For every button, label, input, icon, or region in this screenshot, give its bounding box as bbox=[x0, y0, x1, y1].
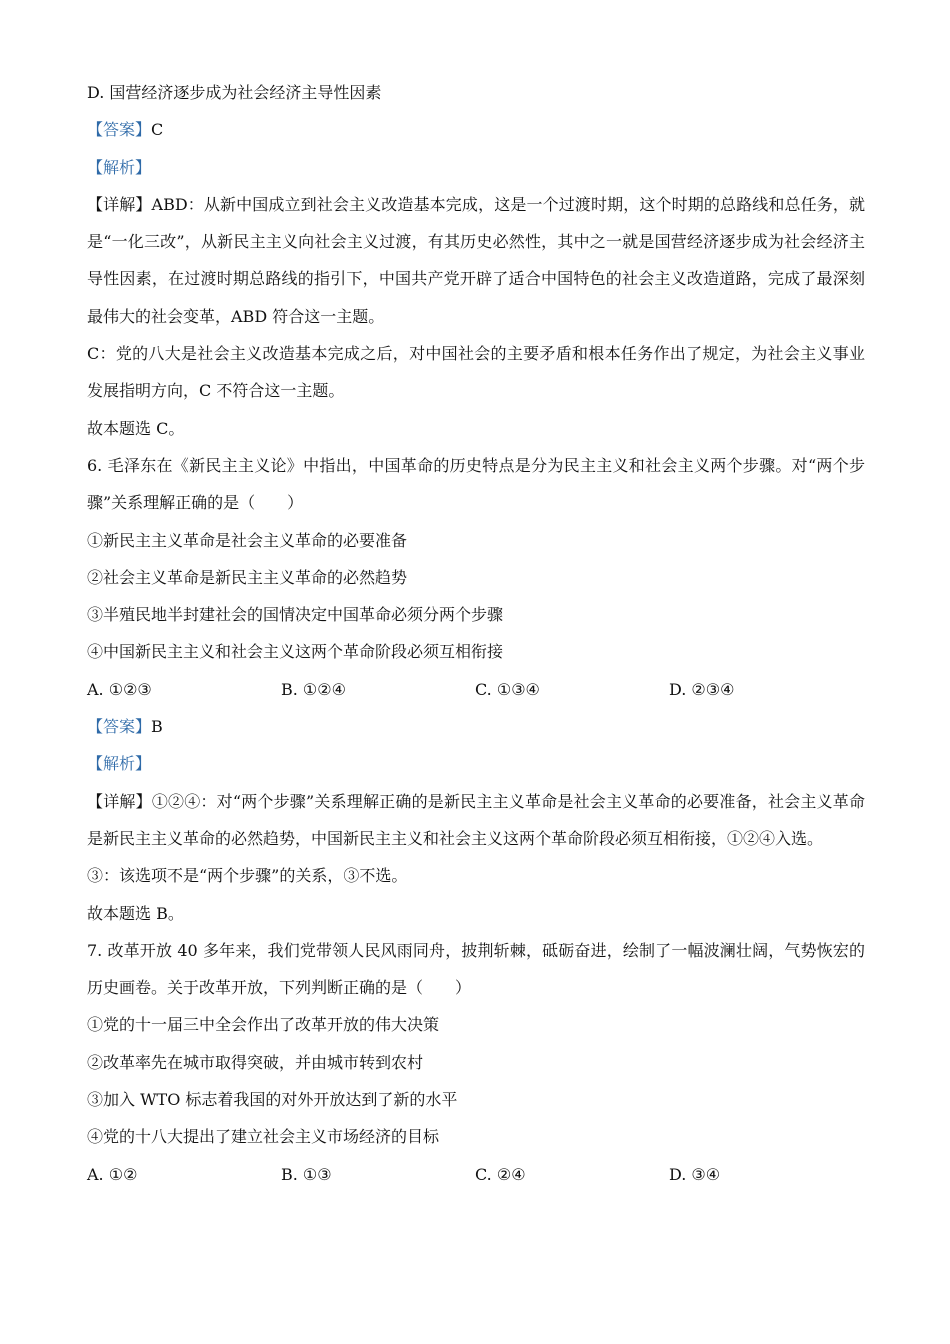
document-page bbox=[87, 74, 865, 1193]
detail-tag: 【详解】 bbox=[87, 791, 152, 811]
q7-item-2: ②改革率先在城市取得突破，并由城市转到农村 bbox=[87, 1052, 424, 1072]
answer-value: C bbox=[151, 120, 164, 140]
q6-option-b: B. ①②④ bbox=[281, 679, 346, 699]
q5-analysis-tag bbox=[87, 149, 865, 186]
answer-tag: 【答案】 bbox=[87, 120, 152, 140]
q5-option-d: D. 国营经济逐步成为社会经济主导性因素 bbox=[87, 83, 382, 102]
detail-text: ①②④：对“两个步骤”关系理解正确的是新民主主义革命是社会主义革命的必要准备，社会主义革命是新民主主义革命的必然趋势，中国新民主主义和社会主义这两个革命阶段必须互相衔接，①②④入选。 bbox=[87, 791, 865, 848]
q6-options bbox=[87, 671, 865, 708]
q7-stem: 7. 改革开放 40 多年来，我们党带领人民风雨同舟，披荆斩棘，砥砺奋进，绘制了一幅波澜壮阔，气势恢宏的历史画卷。关于改革开放，下列判断正确的是（ ） bbox=[87, 940, 865, 998]
q6-stem: 6. 毛泽东在《新民主主义论》中指出，中国革命的历史特点是分为民主主义和社会主义两个步骤。对“两个步骤”关系理解正确的是（ ） bbox=[87, 455, 865, 513]
answer-value: B bbox=[151, 717, 163, 737]
q7-option-c: C. ②④ bbox=[475, 1164, 526, 1184]
q6-answer bbox=[87, 708, 865, 745]
q7-options bbox=[87, 1156, 865, 1193]
q7-item-4: ④党的十八大提出了建立社会主义市场经济的目标 bbox=[87, 1127, 440, 1147]
q6-option-a: A. ①②③ bbox=[87, 679, 152, 699]
q6-analysis-tag bbox=[87, 745, 865, 782]
q7-item-3: ③加入 WTO 标志着我国的对外开放达到了新的水平 bbox=[87, 1090, 458, 1110]
q6-option-c: C. ①③④ bbox=[475, 679, 540, 699]
q7-item-1: ①党的十一届三中全会作出了改革开放的伟大决策 bbox=[87, 1015, 440, 1035]
q6-item-2: ②社会主义革命是新民主主义革命的必然趋势 bbox=[87, 567, 408, 587]
q5-conclusion: 故本题选 C。 bbox=[87, 418, 185, 438]
answer-tag: 【答案】 bbox=[87, 717, 152, 737]
q7-option-d: D. ③④ bbox=[669, 1164, 721, 1184]
detail-tag: 【详解】 bbox=[87, 194, 152, 214]
analysis-tag: 【解析】 bbox=[87, 754, 152, 774]
q7-option-a: A. ①② bbox=[87, 1164, 138, 1184]
q6-detail-p2: ③：该选项不是“两个步骤”的关系，③不选。 bbox=[87, 866, 408, 886]
q6-detail-p1 bbox=[87, 783, 865, 858]
q6-item-3: ③半殖民地半封建社会的国情决定中国革命必须分两个步骤 bbox=[87, 605, 504, 625]
q7-option-b: B. ①③ bbox=[281, 1164, 332, 1184]
q5-detail-p2: C：党的八大是社会主义改造基本完成之后，对中国社会的主要矛盾和根本任务作出了规定，为社会主义事业发展指明方向，C 不符合这一主题。 bbox=[87, 344, 865, 401]
analysis-tag: 【解析】 bbox=[87, 157, 152, 177]
q6-conclusion: 故本题选 B。 bbox=[87, 903, 184, 923]
q6-option-d: D. ②③④ bbox=[669, 679, 735, 699]
q6-item-1: ①新民主主义革命是社会主义革命的必要准备 bbox=[87, 530, 408, 550]
q5-answer bbox=[87, 111, 865, 148]
detail-text: ABD：从新中国成立到社会主义改造基本完成，这是一个过渡时期，这个时期的总路线和总任务，就是“一化三改”，从新民主主义向社会主义过渡，有其历史必然性，其中之一就是国营经济逐步成为社会经济主导性因素，在过渡时期总路线的指引下，中国共产党开辟了适合中国特色的社会主义改造道路，完成了最深刻最伟大的社会变革，ABD 符合这一主题。 bbox=[87, 194, 865, 326]
q6-item-4: ④中国新民主主义和社会主义这两个革命阶段必须互相衔接 bbox=[87, 642, 504, 662]
q5-detail-p1 bbox=[87, 186, 865, 335]
